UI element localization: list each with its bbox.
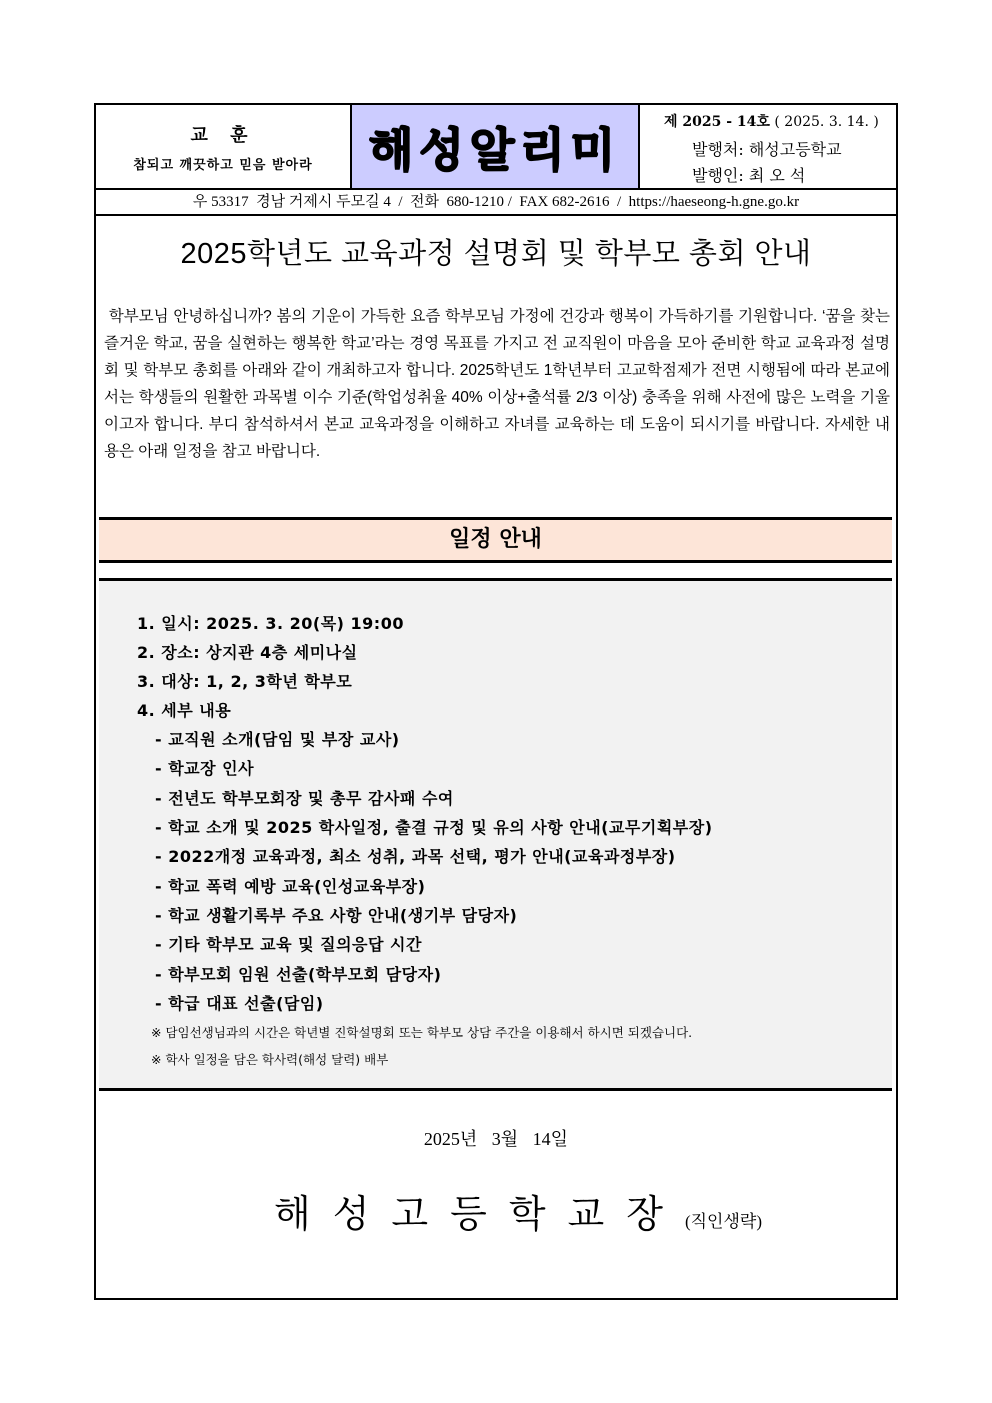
issue-number: 제 2025 - 14호 (664, 114, 770, 130)
newsletter-header (96, 105, 896, 190)
principal-signature: 해성고등학교장(직인생략) (274, 1192, 762, 1236)
masthead (352, 105, 640, 188)
newsletter-page (94, 103, 898, 1300)
detail-item: - 전년도 학부모회장 및 총무 감사패 수여 (155, 789, 454, 808)
detail-item: - 학교 폭력 예방 교육(인성교육부장) (155, 877, 426, 896)
issue-info (640, 105, 896, 188)
schedule-item: 1. 일시: 2025. 3. 20(목) 19:00 (137, 614, 404, 633)
schedule-heading: 일정 안내 (99, 517, 892, 563)
publisher: 발행처: 해성고등학교 (692, 140, 842, 159)
detail-item: - 2022개정 교육과정, 최소 성취, 과목 선택, 평가 안내(교육과정부장) (155, 847, 676, 866)
issue-date-footer: 2025년 3월 14일 (423, 1129, 569, 1149)
schedule-note: ※ 담임선생님과의 시간은 학년별 진학설명회 또는 학부모 상담 주간을 이용해서 하시면 되겠습니다. (151, 1025, 693, 1040)
detail-item: - 학급 대표 선출(담임) (155, 994, 324, 1013)
seal-note: (직인생략) (684, 1212, 762, 1231)
schedule-item: 2. 장소: 상지관 4층 세미나실 (137, 643, 358, 662)
detail-item: - 기타 학부모 교육 및 질의응답 시간 (155, 935, 422, 954)
detail-item: - 교직원 소개(담임 및 부장 교사) (155, 730, 400, 749)
school-motto (96, 105, 352, 188)
motto-text: 참되고 깨끗하고 믿음 받아라 (133, 158, 313, 173)
motto-title: 교 훈 (190, 125, 256, 146)
detail-item: - 학부모회 임원 선출(학부모회 담당자) (155, 965, 442, 984)
detail-item: - 학교 생활기록부 주요 사항 안내(생기부 담당자) (155, 906, 518, 925)
schedule-note: ※ 학사 일정을 담은 학사력(해성 달력) 배부 (151, 1052, 389, 1067)
schedule-box (99, 578, 892, 1091)
masthead-title: 해성알리미 (368, 122, 622, 177)
detail-item: - 학교 소개 및 2025 학사일정, 출결 규정 및 유의 사항 안내(교무기획부장) (155, 818, 713, 837)
detail-item: - 학교장 인사 (155, 759, 255, 778)
schedule-item: 3. 대상: 1, 2, 3학년 학부모 (137, 672, 353, 691)
schedule-item: 4. 세부 내용 (137, 701, 232, 720)
issuer: 발행인: 최 오 석 (692, 166, 806, 185)
document-title: 2025학년도 교육과정 설명회 및 학부모 총회 안내 (180, 238, 812, 270)
intro-paragraph: 학부모님 안녕하십니까? 봄의 기운이 가득한 요즘 학부모님 가정에 건강과 행복이 가득하기를 기원합니다. ‘꿈을 찾는 즐거운 학교, 꿈을 실현하는 행복한 학교’라는 경영 목표를 가지고 전 교직원이 마음을 모아 준비한 학교 교육과정 설명회 및 학부모 총회를 아래와 같이 개최하고자 합니다. 2025학년도 1학년부터 고교학점제가 전면 시행됨에 따라 본교에서는 학생들의 원활한 과목별 이수 기준(학업성취율 40% 이상+출석률 2/3 이상) 충족을 위해 사전에 많은 노력을 기울이고자 합니다. 부디 참석하셔서 본교 교육과정을 이해하고 자녀를 교육하는 데 도움이 되시기를 바랍니다. 자세한 내용은 아래 일정을 참고 바랍니다. (104, 308, 891, 460)
address-bar: 우 53317 경남 거제시 두모길 4 / 전화 680-1210 / FAX 682-2616 / https://haeseong-h.gne.go.kr (96, 190, 896, 216)
issue-date: ( 2025. 3. 14. ) (774, 114, 879, 130)
